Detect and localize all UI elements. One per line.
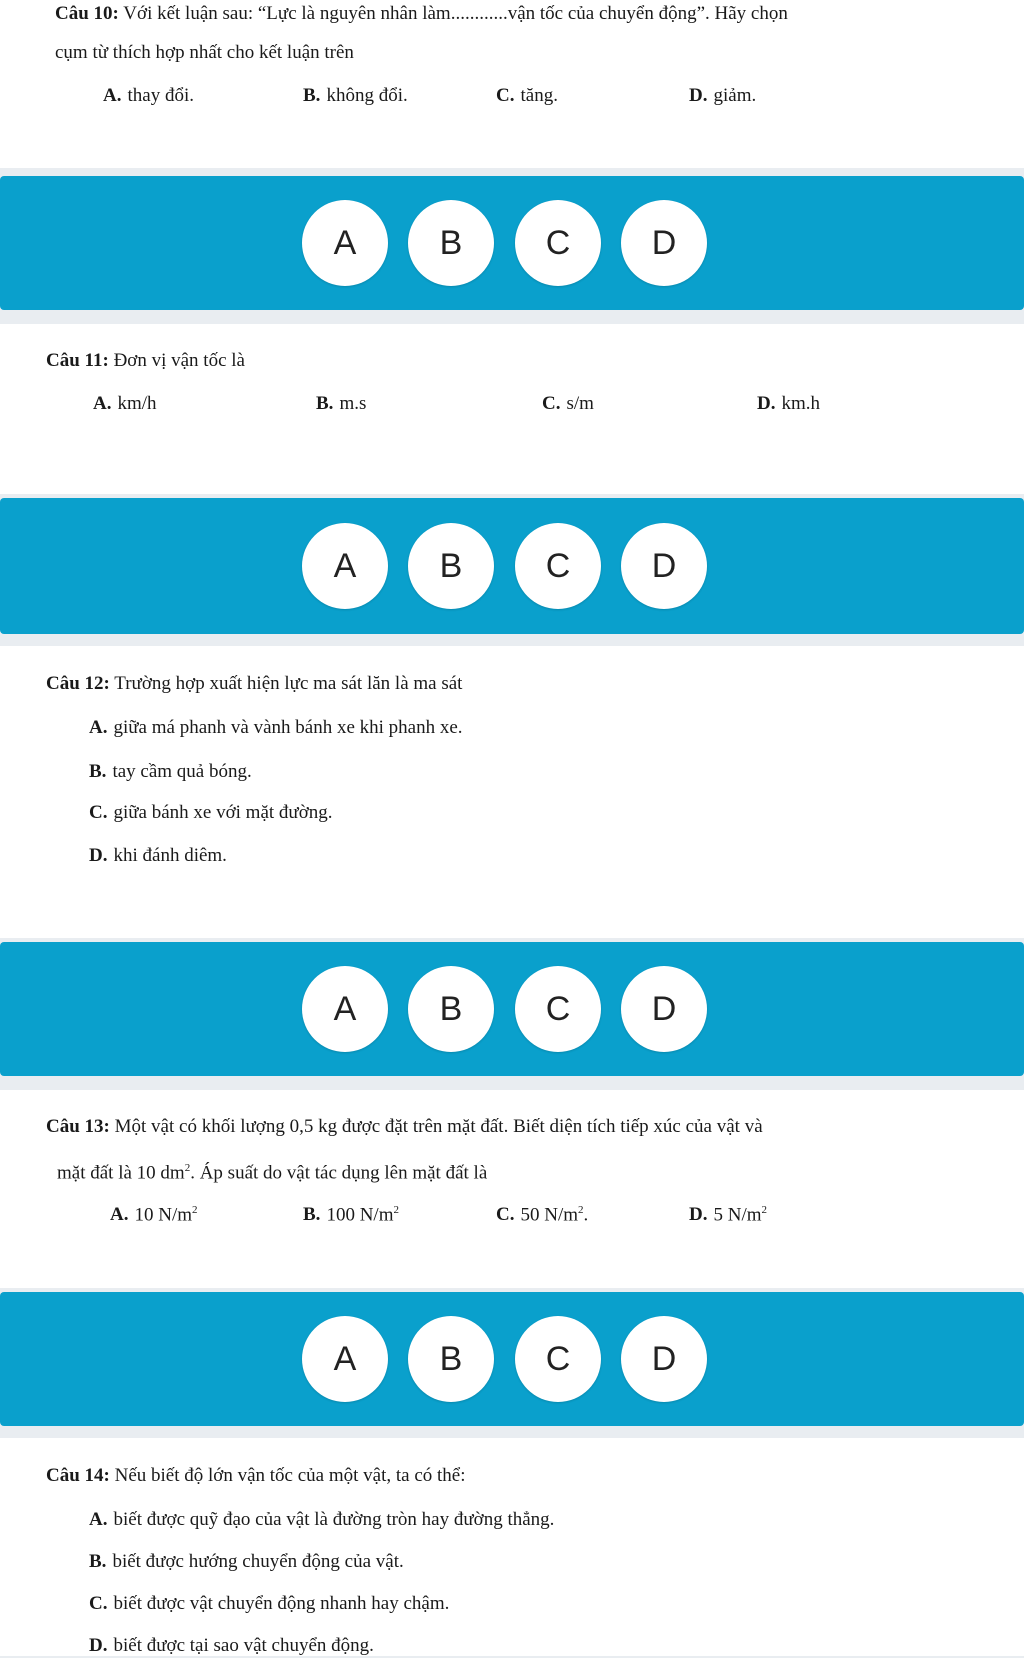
question-text: [46, 1464, 466, 1488]
answer-button-d[interactable]: D: [621, 1316, 707, 1402]
question-card-14: [0, 1438, 1024, 1656]
answer-button-a[interactable]: A: [302, 966, 388, 1052]
answer-bar-13: [0, 1292, 1024, 1426]
question-body: Đơn vị vận tốc là: [113, 350, 245, 371]
question-text: [46, 1115, 763, 1139]
option-a: A. km/h: [93, 393, 157, 414]
question-text: [46, 349, 245, 373]
option-d: D. biết được tại sao vật chuyển động.: [89, 1635, 374, 1656]
question-text: [46, 672, 462, 696]
option-b: B. biết được hướng chuyển động của vật.: [89, 1551, 404, 1572]
answer-button-b[interactable]: B: [408, 966, 494, 1052]
question-body: Với kết luận sau: “Lực là nguyên nhân làm............vận tốc của chuyển động”. Hãy chọn: [123, 3, 788, 24]
answer-button-a[interactable]: A: [302, 200, 388, 286]
question-body: Một vật có khối lượng 0,5 kg được đặt trên mặt đất. Biết diện tích tiếp xúc của vật và: [114, 1116, 763, 1137]
answer-bar-11: [0, 498, 1024, 634]
option-d: D. giảm.: [689, 85, 757, 106]
answer-button-d[interactable]: D: [621, 200, 707, 286]
option-d: D. 5 $N/m^2$: [689, 1204, 768, 1226]
option-b: B. không đổi.: [303, 85, 408, 106]
option-a: A. 10 $N/m^2$: [110, 1204, 198, 1226]
answer-button-a[interactable]: A: [302, 1316, 388, 1402]
option-a: A. biết được quỹ đạo của vật là đường tròn hay đường thẳng.: [89, 1509, 555, 1530]
question-card-13: [0, 1090, 1024, 1288]
question-label: Câu 11:: [46, 350, 109, 371]
question-card-12: [0, 646, 1024, 938]
question-label: Câu 10:: [55, 3, 119, 24]
answer-button-d[interactable]: D: [621, 966, 707, 1052]
answer-button-c[interactable]: C: [515, 200, 601, 286]
answer-button-b[interactable]: B: [408, 523, 494, 609]
option-a: A. giữa má phanh và vành bánh xe khi phanh xe.: [89, 717, 463, 738]
option-c: C. 50 $N/m^2$.: [496, 1204, 589, 1226]
question-text-line2: mặt đất là 10 $dm^2$. Áp suất do vật tác dụng lên mặt đất là: [57, 1162, 488, 1184]
answer-button-b[interactable]: B: [408, 1316, 494, 1402]
answer-button-d[interactable]: D: [621, 523, 707, 609]
question-label: Câu 12:: [46, 673, 110, 694]
question-text-line2: cụm từ thích hợp nhất cho kết luận trên: [55, 42, 354, 63]
question-text: [55, 2, 788, 26]
question-body: Trường hợp xuất hiện lực ma sát lăn là ma sát: [114, 673, 463, 694]
option-b: B. tay cầm quả bóng.: [89, 761, 252, 782]
option-c: C. s/m: [542, 393, 594, 414]
question-label: Câu 14:: [46, 1465, 110, 1486]
question-card-10: [0, 0, 1024, 168]
question-body: Nếu biết độ lớn vận tốc của một vật, ta có thể:: [114, 1465, 466, 1486]
answer-button-a[interactable]: A: [302, 523, 388, 609]
option-b: B. m.s: [316, 393, 367, 414]
answer-button-b[interactable]: B: [408, 200, 494, 286]
option-a: A. thay đổi.: [103, 85, 194, 106]
question-label: Câu 13:: [46, 1116, 110, 1137]
answer-button-c[interactable]: C: [515, 523, 601, 609]
question-card-11: [0, 324, 1024, 494]
option-c: C. tăng.: [496, 85, 558, 106]
answer-bar-12: [0, 942, 1024, 1076]
option-c: C. biết được vật chuyển động nhanh hay chậm.: [89, 1593, 450, 1614]
answer-bar-10: [0, 176, 1024, 310]
option-c: C. giữa bánh xe với mặt đường.: [89, 802, 333, 823]
option-b: B. 100 $N/m^2$: [303, 1204, 399, 1226]
answer-button-c[interactable]: C: [515, 1316, 601, 1402]
answer-button-c[interactable]: C: [515, 966, 601, 1052]
option-d: D. km.h: [757, 393, 821, 414]
option-d: D. khi đánh diêm.: [89, 845, 227, 866]
